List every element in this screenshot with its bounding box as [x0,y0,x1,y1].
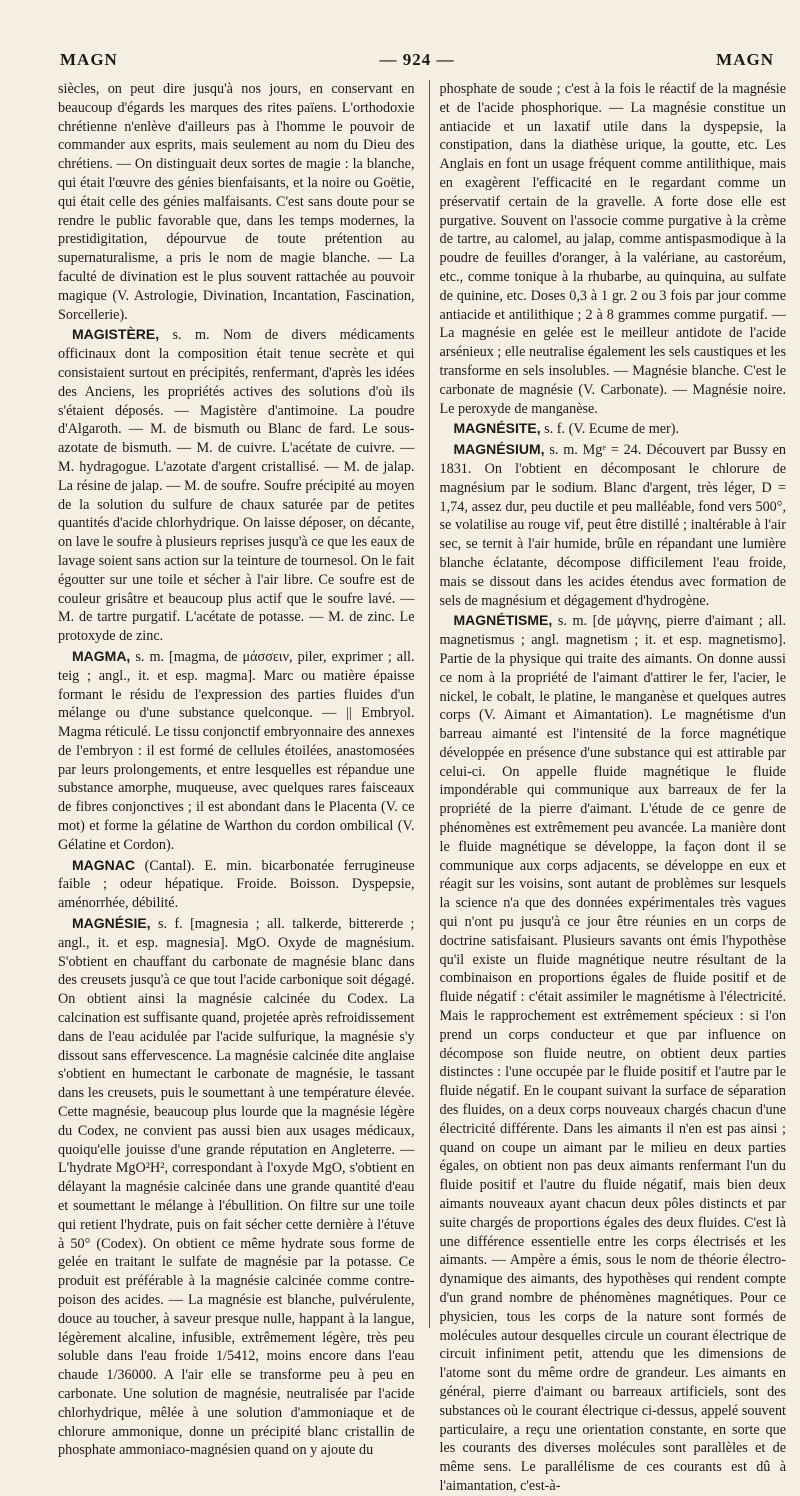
entry-magnesite [440,419,787,439]
entry-text: s. m. Mgᵉ = 24. Découvert par Bussy en 1831. On l'obtient en décomposant le chlorure de magnésium par le sodium. Blanc d'argent, très léger, D = 1,74, assez dur, peu ductile et peu malléable, fond vers 500°, se volatilise au rouge vif, peut être distillé ; inaltérable à l'air sec, se ternit à l'air humide, brûle en répandant une lumière blanche éclatante, décompose difficilement l'eau froide, mais se dissout dans les acides étendus avec formation de sels de magnésium et dégagement d'hydrogène. [439,442,787,609]
headword: MAGMA, [72,647,131,664]
entry-text: s. f. (V. Ecume de mer). [544,421,680,438]
entry-text: phosphate de soude ; c'est à la fois le réactif de la magnésie et de l'acide phosphorique. — La magnésie constitue un antiacide et un laxatif utile dans la dyspepsie, la constipation, dans la diathèse urique, la goutte, etc. Les Anglais en font un usage fréquent comme antilithique, mais en exagèrent l'efficacité en le regardant comme un préservatif certain de la gravelle. A forte dose elle est purgative. Souvent on l'associe comme purgative à la crème de tartre, au calomel, au jalap, comme antispasmodique à la poudre de feuilles d'oranger, à la valériane, au castoréum, etc., comme tonique à la rhubarbe, au quinquina, au sulfate de quinine, etc. Doses 0,3 à 1 gr. 2 ou 3 fois par jour comme antiacide et antilithique ; 2 à 8 grammes comme purgatif. — La magnésie en gelée est le meilleur antidote de l'acide arsénieux ; elle neutralise également les sels caustiques et les transforme en sels insolubles. — Magnésie blanche. C'est le carbonate de magnésie (V. Carbonate). — Magnésie noire. Le peroxyde de manganèse. [439,81,786,417]
headword: MAGNÉTISME, [453,612,553,629]
entry-text: siècles, on peut dire jusqu'à nos jours, en conservant en beaucoup d'égards les marques des rites païens. L'orthodoxie chrétienne n'enlève d'ailleurs pas à l'homme le pouvoir de commander aux esprits, mais seulement au nom du Dieu des chrétiens. — On distinguait deux sortes de magie : la blanche, qui était l'œuvre des génies bienfaisants, et la noire ou Goëtie, qui était celle des génies malfaisants. C'est sans doute pour se rendre le public favorable que, dans les temps modernes, la prestidigitation, dépourvue de toute prétention au supernaturalisme, a pris le nom de magie blanche. — La faculté de divination est le plus souvent rattachée au pouvoir magique (V. Astrologie, Divination, Incantation, Fascination, Sorcellerie). [58,81,415,323]
entry-continuation [440,80,787,418]
entry-magma [58,647,415,855]
left-column [58,80,415,1459]
entry-magnesium [440,440,787,610]
entry-magnac [58,856,415,913]
right-column [429,80,787,1494]
running-header [60,48,774,72]
entry-text: s. m. Nom de divers médicaments officinaux dont la composition était tenue secrète et qui consistaient surtout en précipités, renfermant, d'après les idées des Anciens, les propriétés actives des solutions d'où ils s'étaient déposés. — Magistère d'antimoine. La poudre d'Algaroth. — M. de bismuth ou Blanc de fard. Le sous-azotate de bismuth. — M. de cuivre. L'acétate de cuivre. — M. hydragogue. L'azotate d'argent cristallisé. — M. de jalap. La résine de jalap. — M. de soufre. Soufre précipité au moyen de la solution du sulfure de chaux saturée par de petites quantités d'acide chlorhydrique. On laisse déposer, on décante, on lave le soufre à plusieurs reprises jusqu'à ce que les eaux de lavage soient sans action sur la teinture de tournesol. On le fait égoutter sur une toile et sécher à l'air libre. Ce soufre est de couleur grisâtre et beaucoup plus actif que le soufre lavé. — M. de tartre purgatif. L'acétate de potasse. — M. de zinc. Le protoxyde de zinc. [58,327,415,645]
headword: MAGISTÈRE, [72,326,160,343]
entry-magnetisme [440,611,787,1495]
entry-text: s. m. [de μάγνης, pierre d'aimant ; all. magnetismus ; angl. magnetism ; it. et esp. magnetismo]. Partie de la physique qui traite des aimants. On donne aussi ce nom à la propriété de l'aimant d'attirer le fer, l'acier, le nickel, le cobalt, le platine, le manganèse et quelques autres corps (V. Aimant et Aimantation). Le magnétisme d'un barreau aimanté est l'intensité de la force magnétique développée en présence d'une substance qui est attirable par celui-ci. On appelle fluide magnétique le fluide impondérable qui communique aux barreaux de fer la propriété de la pierre d'aimant. L'étude de ce genre de phénomènes est extrêmement peu avancée. La manière dont le fluide magnétique se développe, la façon dont il se communique aux corps adjacents, se développe en eux et réagit sur les voisins, sont autant de problèmes sur lesquels la science n'a que des données expérimentales très vagues qui n'ont pu jusqu'à ce jour être réunies en un corps de doctrine satisfaisant. Plusieurs savants ont émis l'hypothèse qu'il existe un fluide magnétique neutre résultant de la combinaison en proportions égales de fluide positif et de fluide négatif : c'était assimiler le magnétisme à l'électricité. Mais le rapprochement est extrêmement spécieux : si l'on prend un corps conducteur et que par influence on décompose son fluide neutre, on obtient deux parties distinctes : l'une occupée par le fluide positif et l'autre par le fluide négatif. En le coupant suivant la surface de séparation des fluides, on a deux corps nouveaux chargés chacun d'une électricité différente. Dans les aimants il n'en est pas ainsi ; quand on coupe un aimant par le milieu en deux parties égales, on obtient non pas deux aimants renfermant l'un du fluide positif et l'autre du fluide négatif, mais bien deux aimants nouveaux ayant chacun deux pôles distincts et par suite chargés de proportions égales des deux fluides. C'est là une différence essentielle entre les corps électrisés et les aimants. — Ampère a émis, sous le nom de théorie électro-dynamique des aimants, des hypothèses qui rendent compte d'un grand nombre de phénomènes magnétiques. Pour ce physicien, tous les corps de la nature sont formés de molécules autour desquelles circule un courant électrique de circuit infiniment petit, attendu que les dimensions de l'atome sont du même ordre de grandeur. Les aimants en général, pierre d'aimant ou barreaux artificiels, sont des substances où le courant électrique ci-dessus, appelé souvent particulaire, a reçu une orientation constante, en sorte que les courants des diverses molécules sont parallèles et de même sens. Le parallélisme de ces courants est dû à l'aimantation, c'est-à- [439,613,786,1494]
entry-text: s. f. [magnesia ; all. talkerde, bittererde ; angl., it. et esp. magnesia]. MgO. Oxyde de magnésium. S'obtient en chauffant du carbonate de magnésie blanc dans des creusets jusqu'à ce que tout l'acide carbonique soit dégagé. On obtient ainsi la magnésie calcinée du Codex. La calcination est suffisante quand, projetée après refroidissement dans de l'eau acidulée par l'acide sulfurique, la magnésie s'y dissout sans effervescence. La magnésie calcinée dite anglaise s'obtient en humectant le carbonate de magnésie, le tassant dans les creusets, puis le soumettant à une température élevée. Cette magnésie, beaucoup plus lourde que la magnésie légère du Codex, ne convient pas aussi bien aux usages médicaux, quoiqu'elle jouisse d'une grande réputation en Angleterre. — L'hydrate MgO²H², correspondant à l'oxyde MgO, s'obtient en délayant la magnésie calcinée dans une grande quantité d'eau et soumettant le mélange à l'ébullition. On filtre sur une toile qui retient l'hydrate, puis on fait sécher cette dernière à l'étuve à 50° (Codex). On obtient ce même hydrate sous forme de gelée en traitant le sulfate de magnésie par la potasse. Ce produit est préférable à la magnésie calcinée comme contre-poison des acides. — La magnésie est blanche, pulvérulente, douce au toucher, à saveur presque nulle, happant à la langue, légèrement alcaline, infusible, extrêmement légère, très peu soluble dans l'eau froide 1/5412, moins encore dans l'eau chaude 1/36000. A l'air elle se transforme peu à peu en carbonate. Une solution de magnésie, neutralisée par l'acide chlorhydrique, mêlée à une solution d'ammoniaque et de chlorure ammonique, donne un précipité blanc cristallin de phosphate ammoniaco-magnésien quand on y ajoute du [58,916,415,1459]
header-left-guide-word: MAGN [60,50,118,69]
text-columns [58,80,787,1494]
entry-text: (Cantal). E. min. bicarbonatée ferrugineuse faible ; odeur hépatique. Froide. Boisson. Dyspepsie, aménorrhée, débilité. [58,857,415,912]
header-right-guide-word: MAGN [716,50,774,69]
entry-magistere [58,325,415,646]
entry-magnesie [58,914,415,1460]
page-number: — 924 — [379,50,455,69]
headword: MAGNÉSIUM, [453,441,545,458]
entry-text: s. m. [magma, de μάσσειν, piler, exprimer ; all. teig ; angl., it. et esp. magma]. Marc ou matière épaisse formant le résidu de l'expression des parties fluides d'un mélange ou d'une substance quelconque. — || Embryol. Magma réticulé. Le tissu conjonctif embryonnaire des annexes de l'embryon : il est formé de cellules étoilées, anastomosées par leurs prolongements, et entre lesquelles est répandue une substance amorphe, muqueuse, avec quelques rares faisceaux de fibres conjonctives ; il est abondant dans le Placenta (V. ce mot) et forme la gélatine de Warthon du cordon ombilical (V. Gélatine et Cordon). [58,648,415,853]
entry-continuation [58,80,415,324]
headword: MAGNAC [72,856,135,873]
headword: MAGNÉSITE, [453,420,541,437]
headword: MAGNÉSIE, [72,915,151,932]
